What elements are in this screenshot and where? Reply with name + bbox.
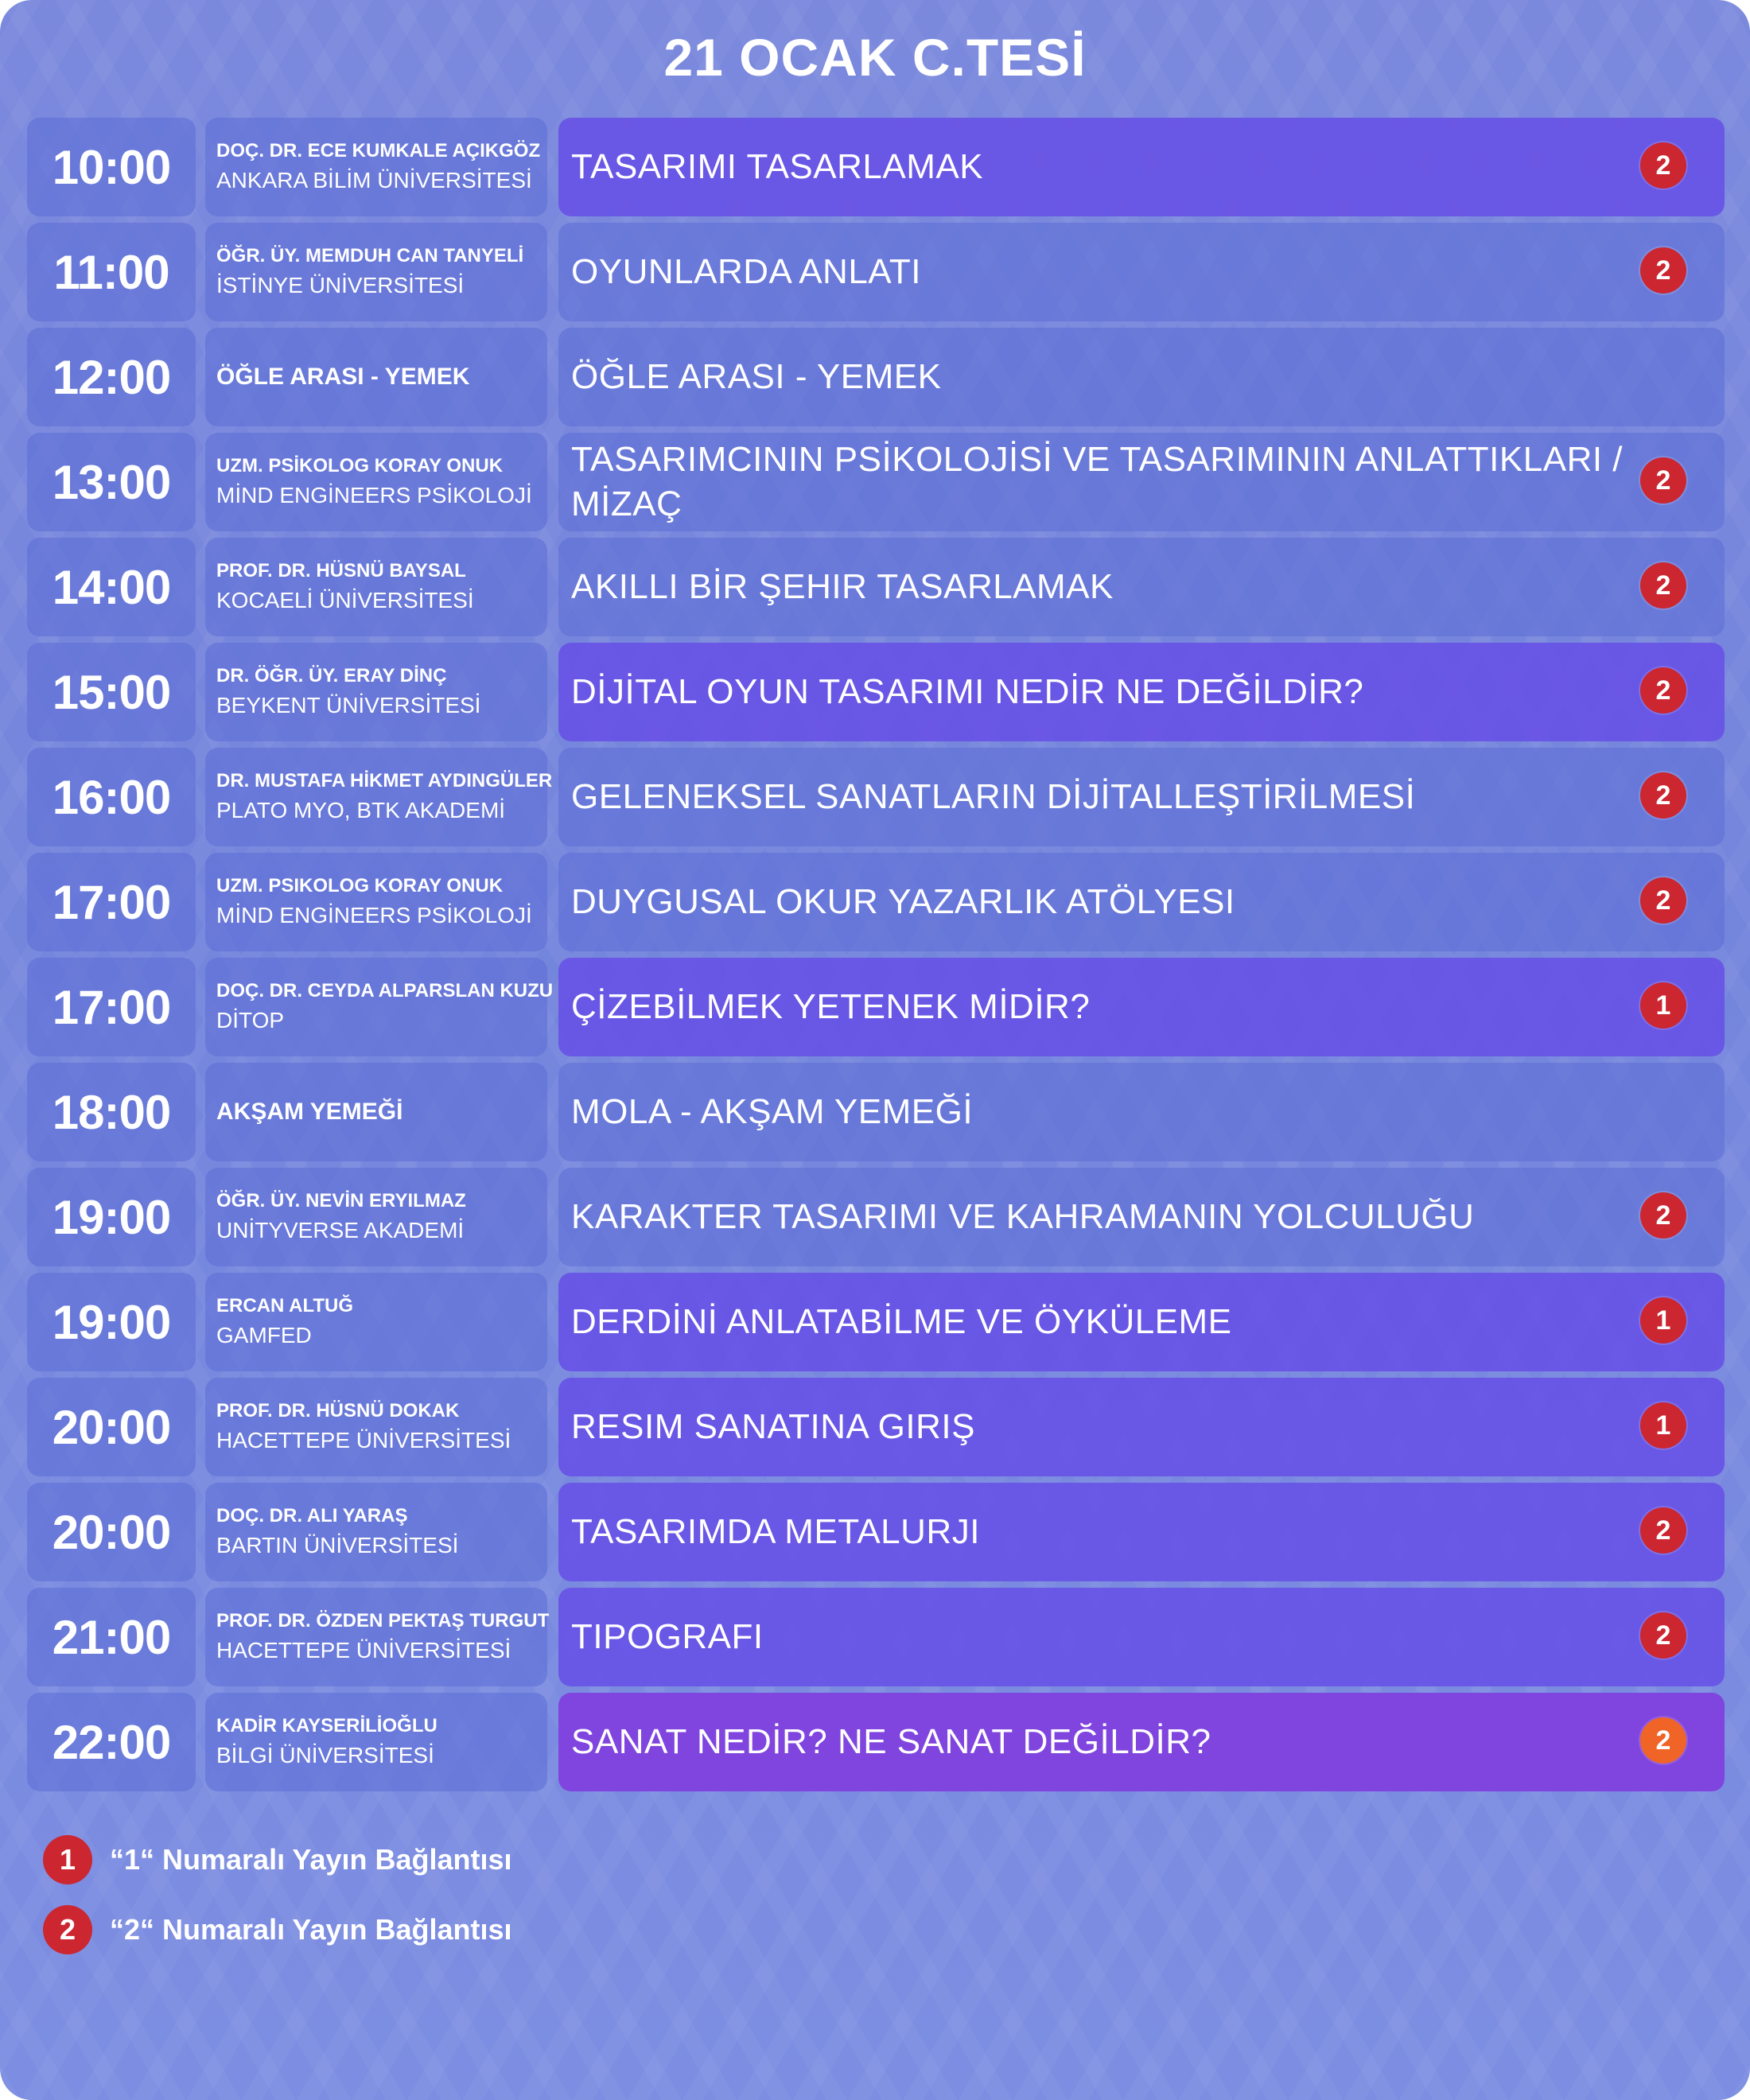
schedule-row (27, 328, 1725, 426)
stream-badge[interactable]: 2 (1640, 457, 1686, 504)
time-cell (27, 748, 196, 846)
stream-badge[interactable]: 2 (1640, 1612, 1686, 1659)
speaker-name: UZM. PSİKOLOG KORAY ONUK (216, 455, 504, 476)
speaker-organization: PLATO MYO, BTK AKADEMİ (216, 798, 506, 822)
talk-cell (558, 958, 1725, 1056)
talk-title: ÖĞLE ARASI - YEMEK (571, 357, 942, 396)
time-cell (27, 643, 196, 741)
speaker-cell (205, 643, 547, 741)
time-cell (27, 1273, 196, 1371)
schedule-row (27, 1693, 1725, 1791)
talk-cell (558, 1168, 1725, 1266)
speaker-cell (205, 853, 547, 951)
speaker-name: DOÇ. DR. ECE KUMKALE AÇIKGÖZ (216, 140, 541, 161)
schedule-row (27, 223, 1725, 321)
time-cell (27, 538, 196, 636)
speaker-cell (205, 748, 553, 846)
speaker-organization: BİLGİ ÜNİVERSİTESİ (216, 1743, 434, 1768)
speaker-name: PROF. DR. ÖZDEN PEKTAŞ TURGUT (216, 1610, 550, 1631)
talk-cell (558, 1483, 1725, 1581)
speaker-name: DR. ÖĞR. ÜY. ERAY DİNÇ (216, 665, 447, 686)
schedule-row (27, 748, 1725, 846)
speaker-cell (205, 1378, 547, 1476)
speaker-organization: KOCAELİ ÜNİVERSİTESİ (216, 588, 474, 612)
talk-cell (558, 538, 1725, 636)
schedule-row (27, 1483, 1725, 1581)
talk-title: TASARIMI TASARLAMAK (571, 147, 984, 186)
session-time: 19:00 (52, 1295, 171, 1349)
schedule-row (27, 1588, 1725, 1686)
talk-title: DUYGUSAL OKUR YAZARLIK ATÖLYESI (571, 882, 1235, 921)
session-time: 12:00 (52, 350, 171, 404)
legend-label: “2“ Numaralı Yayın Bağlantısı (110, 1913, 512, 1946)
stream-badge[interactable]: 1 (1640, 1402, 1686, 1449)
speaker-organization: DİTOP (216, 1008, 285, 1032)
speaker-name: KADİR KAYSERİLİOĞLU (216, 1715, 438, 1736)
session-time: 11:00 (53, 245, 169, 299)
time-cell (27, 1693, 196, 1791)
talk-title: AKILLI BİR ŞEHIR TASARLAMAK (571, 567, 1114, 606)
talk-cell (558, 433, 1725, 531)
talk-cell (558, 328, 1725, 426)
speaker-cell (205, 958, 554, 1056)
time-cell (27, 1588, 196, 1686)
speaker-cell (205, 433, 547, 531)
speaker-organization: HACETTEPE ÜNİVERSİTESİ (216, 1638, 511, 1662)
talk-title: TASARIMDA METALURJI (571, 1512, 980, 1551)
speaker-cell (205, 1483, 547, 1581)
talk-title: DİJİTAL OYUN TASARIMI NEDİR NE DEĞİLDİR? (571, 672, 1364, 711)
schedule-row (27, 538, 1725, 636)
schedule-list (27, 118, 1725, 1798)
talk-cell (558, 643, 1725, 741)
session-time: 13:00 (52, 455, 171, 509)
schedule-row (27, 433, 1725, 531)
speaker-cell (205, 1168, 547, 1266)
speaker-cell (205, 1063, 547, 1161)
speaker-cell (205, 1273, 547, 1371)
stream-badge[interactable]: 2 (1640, 1717, 1686, 1764)
talk-title: DERDİNİ ANLATABİLME VE ÖYKÜLEME (571, 1302, 1232, 1341)
talk-title: MOLA - AKŞAM YEMEĞİ (571, 1092, 974, 1131)
schedule-row (27, 1168, 1725, 1266)
session-time: 18:00 (52, 1085, 171, 1139)
talk-title: RESIM SANATINA GIRIŞ (571, 1407, 975, 1446)
talk-title: SANAT NEDİR? NE SANAT DEĞİLDİR? (571, 1722, 1211, 1761)
session-time: 14:00 (52, 560, 171, 614)
schedule-row (27, 853, 1725, 951)
time-cell (27, 1063, 196, 1161)
speaker-cell (205, 223, 547, 321)
schedule-row (27, 1063, 1725, 1161)
speaker-name: ÖĞR. ÜY. MEMDUH CAN TANYELİ (216, 245, 524, 266)
speaker-cell (205, 328, 547, 426)
session-time: 22:00 (52, 1715, 171, 1769)
legend (43, 1834, 512, 1974)
session-time: 16:00 (52, 770, 171, 824)
session-time: 15:00 (52, 665, 171, 719)
time-cell (27, 118, 196, 216)
schedule-row (27, 1273, 1725, 1371)
stream-badge[interactable]: 2 (1640, 877, 1686, 924)
speaker-organization: MİND ENGİNEERS PSİKOLOJİ (216, 483, 532, 508)
speaker-name: AKŞAM YEMEĞİ (216, 1099, 403, 1125)
session-time: 20:00 (52, 1505, 171, 1559)
speaker-cell (205, 538, 547, 636)
time-cell (27, 853, 196, 951)
legend-badge: 2 (43, 1905, 92, 1954)
stream-badge[interactable]: 2 (1640, 1507, 1686, 1554)
speaker-name: PROF. DR. HÜSNÜ DOKAK (216, 1400, 460, 1421)
talk-cell (558, 1063, 1725, 1161)
session-time: 10:00 (52, 140, 171, 194)
time-cell (27, 433, 196, 531)
talk-title: KARAKTER TASARIMI VE KAHRAMANIN YOLCULUĞU (571, 1197, 1475, 1236)
session-time: 21:00 (52, 1610, 171, 1664)
stream-badge[interactable]: 2 (1640, 142, 1686, 189)
legend-item (43, 1904, 512, 1955)
stream-badge[interactable]: 1 (1640, 1297, 1686, 1344)
talk-cell (558, 223, 1725, 321)
talk-cell (558, 118, 1725, 216)
speaker-organization: UNİTYVERSE AKADEMİ (216, 1218, 465, 1242)
speaker-name: PROF. DR. HÜSNÜ BAYSAL (216, 560, 466, 581)
schedule-row (27, 958, 1725, 1056)
session-time: 19:00 (52, 1190, 171, 1244)
speaker-organization: GAMFED (216, 1323, 312, 1348)
stream-badge[interactable]: 1 (1640, 982, 1686, 1029)
speaker-name: ÖĞLE ARASI - YEMEK (216, 364, 470, 390)
stream-badge[interactable]: 2 (1640, 667, 1686, 714)
talk-title: TIPOGRAFI (571, 1617, 764, 1656)
session-time: 20:00 (52, 1400, 171, 1454)
speaker-name: DOÇ. DR. ALI YARAŞ (216, 1505, 408, 1526)
stream-badge[interactable]: 2 (1640, 562, 1686, 609)
talk-title: TASARIMCININ PSİKOLOJİSİ VE TASARIMININ ANLATTIKLARI / MİZAÇ (571, 440, 1624, 523)
speaker-cell (205, 1588, 550, 1686)
time-cell (27, 1483, 196, 1581)
speaker-name: DR. MUSTAFA HİKMET AYDINGÜLER (216, 770, 553, 791)
speaker-name: ÖĞR. ÜY. NEVİN ERYILMAZ (216, 1190, 466, 1211)
speaker-organization: BEYKENT ÜNİVERSİTESİ (216, 693, 481, 718)
speaker-name: UZM. PSIKOLOG KORAY ONUK (216, 875, 504, 896)
stream-badge[interactable]: 2 (1640, 247, 1686, 294)
time-cell (27, 1168, 196, 1266)
speaker-name: ERCAN ALTUĞ (216, 1295, 353, 1316)
speaker-organization: ANKARA BİLİM ÜNİVERSİTESİ (216, 168, 532, 192)
talk-cell (558, 853, 1725, 951)
talk-title: GELENEKSEL SANATLARIN DİJİTALLEŞTİRİLMESİ (571, 777, 1416, 816)
legend-badge: 1 (43, 1835, 92, 1884)
talk-title: ÇİZEBİLMEK YETENEK MİDİR? (571, 987, 1091, 1026)
legend-item (43, 1834, 512, 1885)
schedule-row (27, 1378, 1725, 1476)
speaker-name: DOÇ. DR. CEYDA ALPARSLAN KUZU (216, 980, 554, 1001)
speaker-cell (205, 1693, 547, 1791)
speaker-organization: MİND ENGİNEERS PSİKOLOJİ (216, 903, 532, 928)
page-title: 21 OCAK C.TESİ (663, 28, 1087, 87)
speaker-organization: İSTİNYE ÜNİVERSİTESİ (216, 273, 465, 298)
speaker-cell (205, 118, 547, 216)
talk-cell (558, 1693, 1725, 1791)
stream-badge[interactable]: 2 (1640, 772, 1686, 819)
time-cell (27, 328, 196, 426)
time-cell (27, 958, 196, 1056)
time-cell (27, 223, 196, 321)
speaker-organization: BARTIN ÜNİVERSİTESİ (216, 1533, 459, 1558)
talk-title: OYUNLARDA ANLATI (571, 252, 921, 291)
talk-cell (558, 1378, 1725, 1476)
session-time: 17:00 (52, 875, 171, 929)
talk-cell (558, 1588, 1725, 1686)
schedule-row (27, 643, 1725, 741)
schedule-row (27, 118, 1725, 216)
talk-cell (558, 1273, 1725, 1371)
time-cell (27, 1378, 196, 1476)
session-time: 17:00 (52, 980, 171, 1034)
stream-badge[interactable]: 2 (1640, 1192, 1686, 1239)
speaker-organization: HACETTEPE ÜNİVERSİTESİ (216, 1428, 511, 1452)
talk-cell (558, 748, 1725, 846)
legend-label: “1“ Numaralı Yayın Bağlantısı (110, 1843, 512, 1876)
